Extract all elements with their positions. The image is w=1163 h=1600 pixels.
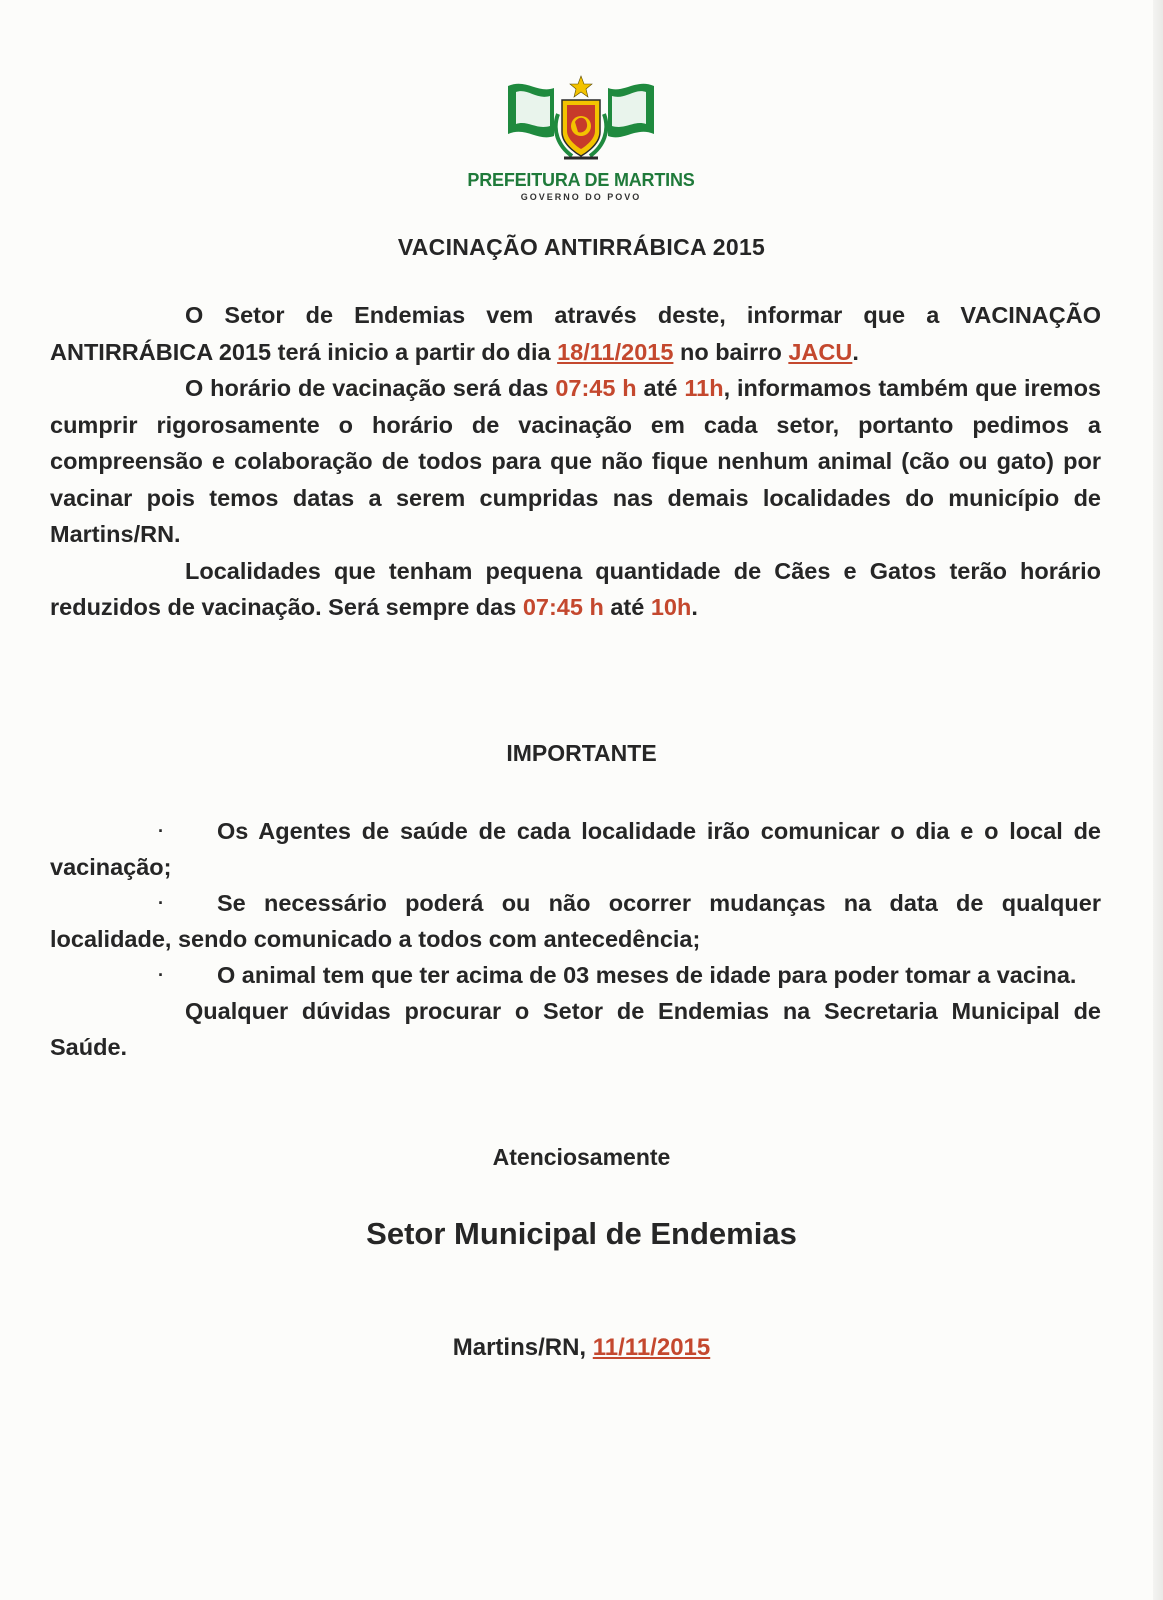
end-time: 11h [684,375,724,401]
paragraph-reduced-text-2: até [603,594,651,620]
paragraph-reduced-end: . [691,594,698,620]
body-section [50,297,1101,626]
list-item [50,885,1101,957]
paragraph-schedule-text: O horário de vacinação será das [185,375,556,401]
document-title: VACINAÇÃO ANTIRRÁBICA 2015 [397,234,766,260]
paragraph-schedule-text-3: , informamos também que iremos cumprir rigorosamente o horário de vacinação em cada setor, portanto pedimos a compreensão e colaboração de todos para que não fique nenhum animal (cão ou gato) por vacinar pois temos datas a serem cumpridas nas demais localidades do município de Martins/RN. [50,375,1102,547]
date-line [0,1334,1163,1362]
neighborhood-name: JACU [788,338,853,365]
paragraph-reduced-text: Localidades que tenham pequena quantidade de Cães e Gatos terão horário reduzidos de vacinação. Será sempre das [50,557,1101,620]
list-item-text: O animal tem que ter acima de 03 meses de idade para poder tomar a vacina. [217,962,1077,988]
logo-title: PREFEITURA DE MARTINS [467,170,695,190]
reduced-start-time: 07:45 h [522,594,604,620]
flag-coat-of-arms-icon [506,74,656,166]
organization-name: Setor Municipal de Endemias [366,1216,797,1251]
bullet-icon: · [158,965,164,985]
important-list [50,813,1101,1065]
important-heading: IMPORTANTE [506,740,657,766]
list-item [50,957,1101,993]
closing-paragraph: Qualquer dúvidas procurar o Setor de Endemias na Secretaria Municipal de Saúde. [50,998,1101,1060]
paragraph-intro-text: O Setor de Endemias vem através deste, informar que a VACINAÇÃO ANTIRRÁBICA 2015 terá inicio a partir do dia [50,302,1101,365]
list-item-text: Se necessário poderá ou não ocorrer mudanças na data de qualquer localidade, sendo comunicado a todos com antecedência; [50,890,1101,952]
start-date: 18/11/2015 [557,338,674,365]
municipal-logo [456,74,706,204]
list-item-text: Os Agentes de saúde de cada localidade irão comunicar o dia e o local de vacinação; [50,818,1101,880]
sign-off: Atenciosamente [492,1144,671,1170]
paragraph-schedule-text-2: até [636,375,685,401]
start-time: 07:45 h [555,375,637,401]
paragraph-schedule [50,370,1101,553]
logo-subtitle: GOVERNO DO POVO [520,192,642,202]
date-place: Martins/RN, [452,1334,593,1361]
paragraph-reduced-hours [50,553,1101,626]
issue-date: 11/11/2015 [592,1334,711,1361]
paragraph-intro-end: . [852,338,859,365]
bullet-icon: · [158,821,164,841]
bullet-icon: · [158,893,164,913]
reduced-end-time: 10h [650,594,692,620]
paragraph-intro [50,297,1101,370]
list-item [50,813,1101,885]
paragraph-intro-text-2: no bairro [673,338,789,365]
